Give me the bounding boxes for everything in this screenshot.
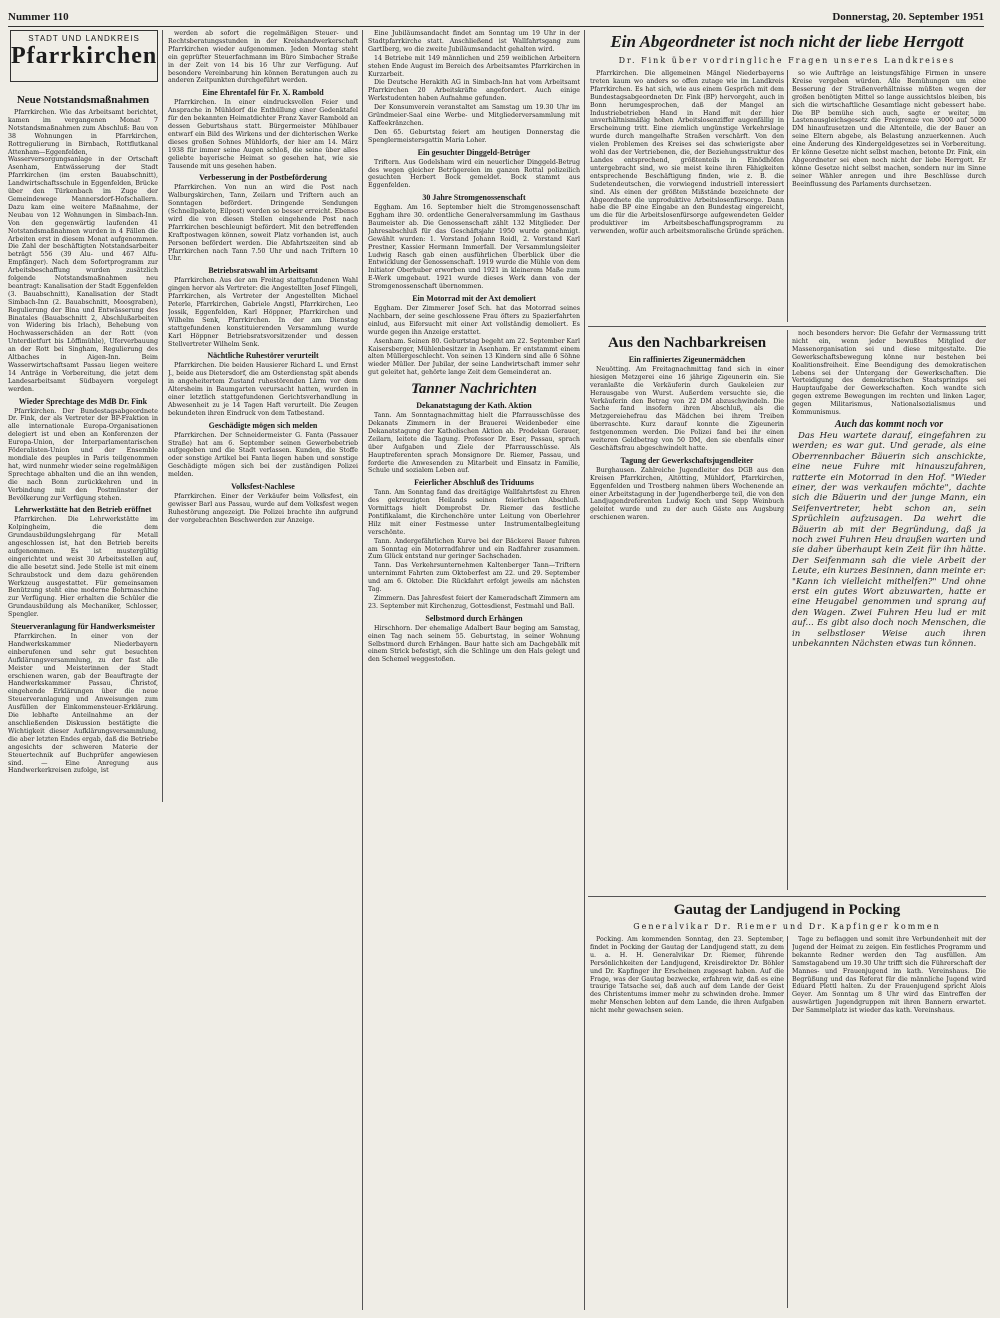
section-title-tann: Tanner Nachrichten	[411, 381, 537, 398]
headline-motorrad: Ein Motorrad mit der Axt demoliert	[412, 294, 536, 304]
column-1	[8, 90, 158, 802]
column-divider	[584, 30, 585, 1310]
article-text: Der Konsumverein veranstaltet am Samstag um 19.30 Uhr im Gründmeier-Saal eine Werbe- und Mitgliederversammlung mit Kaffeekränzchen.	[368, 104, 580, 127]
article-text: Asenham. Seinen 80. Geburtstag begeht am 22. September Karl Kaisersberger, Mühlenbesitzer in Asenham. Er entstammt einem alten Müllergeschlecht. Von seinen 13 Kindern sind alle 6 Söhne wieder Müller. Der Jubilar, der seine Landwirtschaft immer sehr gut geleitet hat, gehörte lange Zeit dem Gemeinderat an.	[368, 337, 580, 377]
headline-abgeordneter: Ein Abgeordneter ist noch nicht der liebe Herrgott	[610, 32, 964, 51]
column-divider	[787, 936, 788, 1308]
article-text: Tage zu beflaggen und somit ihre Verbundenheit mit der Jugend der Heimat zu zeigen. Ein festliches Programm und bekannte Redner werden den Tag ausfüllen. Am Samstagabend um 19.30 Uhr trifft sich die Führerschaft der Mannes- und Frauenjugend im kath. Vereinshaus. Die Begrüßung und das Referat für die männliche Jugend wird Eduard Plettl halten. Zu der Frauenjugend spricht Alois Geyer. Am Sonntag um 8 Uhr wird das Eintreffen der auswärtigen Jugendgruppen mit ihren Bannern erwartet. Der Sammelplatz ist wieder das kath. Vereinshaus.	[792, 936, 986, 1015]
headline-betriebsrat: Betriebsratswahl im Arbeitsamt	[208, 266, 318, 276]
column-divider	[362, 30, 363, 1310]
subheadline-gautag: Generalvikar Dr. Riemer und Dr. Kapfinger kommen	[633, 922, 941, 931]
section-title-nachbarkreise: Aus den Nachbarkreisen	[607, 335, 767, 351]
article-text-italic: Das Heu wartete darauf, eingefahren zu werden; es war gut. Und gerade, als eine Oberrennbacher Bäuerin sich anschickte, eine neue Fuhre mit hinauszufahren, ratterte ein Motorrad in den Hof. "Wieder einer, der was verkaufen möchte", dachte sich die Bäuerin und der junge Mann, ein Seifenvertreter, hebt schon an, sein Sprüchlein aufzusagen. Da wehrt die Bäuerin ab mit der Begründung, daß ja noch zwei Fuhren Heu draußen warten und sie daher überhaupt kein Zeit für ihn hätte. Der Seifenmann sah die viele Arbeit der Leute, ein kurzes Besinnen, dann meinte er: "Kann ich vielleicht mithelfen?" Und ohne erst ein gutes Wort abzuwarten, hatte er eine Heugabel genommen und sprang auf den Wagen. Zwei Fuhren Heu lud er mit auf... Es gibt also doch noch Menschen, die in selbstloser Weise auch ihren unbekannten Nächsten etwas tun können.	[792, 430, 986, 649]
column-divider	[162, 30, 163, 802]
article-text: noch besonders hervor: Die Gefahr der Vermassung tritt nicht ein, wenn jeder bewußtes Mitglied der Massenorganisation sei und diese mitgestalte. Die Gewerkschaftsbewegung könne nur bestehen bei Koalitionsfreiheit. Eine Beendigung des demokratischen Lebens sei der Untergang der Gewerkschaften. Die Verteidigung des demokratischen Staatsprinzips sei Hauptaufgabe der Gewerkschaften. Koch wandte sich gegen extreme Bewegungen im rechten und linken Lager, gegen Militarismus, Nationalsozialismus und Kommunismus.	[792, 330, 986, 417]
column-3	[368, 30, 580, 1310]
logo-title: Pfarrkirchen	[11, 43, 158, 69]
logo-subtitle: STADT UND LANDKREIS	[28, 34, 140, 43]
headline-zigeunermaedchen: Ein raffiniertes Zigeunermädchen	[628, 355, 746, 364]
headline-notstand: Neue Notstandsmaßnahmen	[16, 94, 150, 106]
article-text: Eggham. Der Zimmerer Josef Sch. hat das Motorrad seines Nachbarn, der seine geschlossene Frau öfters zu Spazierfahrten einlud, aus Eifersucht mit einer Axt vollständig demoliert. Es wurde gegen ihn Anzeige erstattet.	[368, 305, 580, 336]
subheadline-abgeordneter: Dr. Fink über vordringliche Fragen unseres Landkreises	[618, 56, 956, 65]
column-nachbarkreise	[590, 330, 784, 890]
headline-steuer: Steuerveranlagung für Handwerksmeister	[10, 622, 156, 632]
section-divider	[588, 326, 986, 327]
local-section-logo	[10, 30, 158, 82]
article-text: Die Deutsche Herakith AG in Simbach-Inn hat vom Arbeitsamt Pfarrkirchen 20 Arbeitskräfte angefordert. Auch einige Werkstudenten haben Aufnahme gefunden.	[368, 79, 580, 103]
article-text: Pfarrkirchen. In einer von der Handwerkskammer Niederbayern einberufenen und sehr gut besuchten Aufklärungsversammlung, zu der fast alle Meister und Meisterinnen der Stadt erschienen waren, gab der Beauftragte der Handwerkskammer Passau, Christof, eingehende Erklärungen über die neue Steuerveranlagung und Anweisungen zum Ausfüllen der Einkommensteuer-Erklärung. Die lebhafte Anteilnahme an der anschließenden Diskussion bestätigte die Wichtigkeit dieser Aufklärungsversammlung, die aber letzten Endes ergab, daß die Betriebe angesichts der schweren Materie der Steuertechnik auf Buchprüfer angewiesen sind. — Eine Anregung aus Handwerkerkreisen zufolge, ist	[8, 633, 158, 775]
headline-ehrentafel: Eine Ehrentafel für Fr. X. Rambold	[202, 88, 324, 98]
headline-geschaedigte: Geschädigte mögen sich melden	[208, 420, 318, 430]
article-text: Neuötting. Am Freitagnachmittag fand sich in einer hiesigen Metzgerei eine 16 jährige Zigeunerin ein. Sie veranlaßte die Verkäuferin durch Gaukeleien zur Herausgabe von Wurst. Außerdem versuchte sie, die Verkäuferin den Betrag von 22 DM abzuschwindeln. Die Sache fand insofern ihren Abschluß, als die Metzgereiehefrau das Mädchen bei ihrem Treiben überraschte. Kurz darauf konnte die Zigeunerin festgenommen werden. Die Polizei fand bei ihr einen weiteren Geldbetrag von 50 DM, den sie ebenfalls einer Geschäftsfrau abgeschwindelt hatte.	[590, 365, 784, 452]
article-text: Tann. Am Sonntag fand das dreitägige Wallfahrtsfest zu Ehren des gekreuzigten Heilands seinen feierlichen Abschluß. Vormittags hielt Domprobst Dr. Riemer das festliche Pontifikalamt, die Kirchenchöre unter Leitung von Oberlehrer Hilz mit einer Festmesse unter Instrumentalbegleitung verschönte.	[368, 489, 580, 536]
article-gautag-col-b	[792, 936, 986, 1308]
article-text: Pfarrkirchen. Von nun an wird die Post nach Walburgskirchen, Tann, Zeilarn und Triftern auch an Sonntagen befördert. Dringende Sendungen (Schnellpakete, Eilpost) werden so besser erreicht. Ebenso wird die von diesen Stellen eingehende Post nach Pfarrkirchen beschleunigt befördert. Mit den betreffenden Kraftpostwagen können, soweit Platz vorhanden ist, auch Personen befördert werden. Die Abfahrtszeiten sind ab Pfarrkirchen nach Tann 7.50 Uhr und nach Triftern 10 Uhr.	[168, 184, 358, 263]
article-text: Pfarrkirchen. Die allgemeinen Mängel Niederbayerns treten kaum wo anders so offen zutage wie im Landkreis Pfarrkirchen. Es hat sich, wie aus einem Gespräch mit dem Bundestagsabgeordneten Dr. Fink (BP) hervorgeht, auch in Bonn herumgesprochen, daß der Mangel an Industriebetrieben Hand in Hand mit der hier unverhältnismäßig hohen Arbeitslosenziffer augenfällig in Erscheinung tritt. Eine ziemlich ungünstige Verkehrslage wurde durch mangelhafte Straßen verschärft. Von den vielen Problemen des Kreises sei das schwierigste aber wohl das der Vertriebenen, die, der Beziehungsstruktur des Landes entsprechend, größtenteils in Einödhöfen untergebracht sind, wo sie meist keine ihren Fähigkeiten entsprechende Beschäftigung finden, wie z. B. die Sudetendeutschen, die vorwiegend industriell interessiert sind. Als einen der größten Mißstände bezeichnete der Abgeordnete die unproduktive Arbeitslosenfürsorge. Dann habe die BP eine Eingabe an den Bundestag eingereicht, um die für die Arbeitslosenfürsorge aufgewendeten Gelder produktiver im Arbeitsbeschaffungsprogramm zu verwenden, wofür auch arbeitsmoralische Gründe sprächen.	[590, 70, 784, 236]
article-text: Pfarrkirchen. Einer der Verkäufer beim Volksfest, ein gewisser Barl aus Passau, wurde auf dem Volksfest wegen Ruhestörung angezeigt. Die Polizei brachte ihn aufgrund der vorgebrachten Beschwerden zur Anzeige.	[168, 492, 358, 524]
headline-dekanat: Dekanatstagung der Kath. Aktion	[416, 401, 532, 411]
headline-stromgenossenschaft: 30 Jahre Stromgenossenschaft	[422, 193, 526, 203]
headline-gewerkschaft: Tagung der Gewerkschaftsjugendleiter	[620, 455, 754, 465]
headline-selbstmord: Selbstmord durch Erhängen	[425, 613, 523, 623]
column-gewerkschaft-cont	[792, 330, 986, 890]
headline-dinggeld: Ein gesuchter Dinggeld-Betrüger	[417, 147, 531, 157]
article-text: Tann. Das Verkehrsunternehmen Kaltenberger Tann—Triftern unternimmt Fahrten zum Oktoberfest am 22. und 29. September und am 6. Oktober. Die Rückfahrt erfolgt jeweils am nächsten Tag.	[368, 562, 580, 594]
article-text: Pocking. Am kommenden Sonntag, den 23. September, findet in Pocking der Gautag der Landjugend statt, zu dem u. a. H. H. Generalvikar Dr. Riemer, führende Persönlichkeiten der Landjugend, Kreisdirektor Dr. Böhler und Dr. Kapfinger ihr Erscheinen zugesagt haben. Auf die Frage, was der Gautag bezwecke, erfahren wir, daß es eine traurige Tatsache sei, daß auch auf dem Lande der Geist des Christentums immer mehr zu schwinden drohe. Immer mehr Menschen lebten auf dem Lande, die ihren Aufgaben nicht mehr gewachsen seien.	[590, 936, 784, 1015]
article-text: Eine Jubiläumsandacht findet am Sonntag um 19 Uhr in der Stadtpfarrkirche statt. Anschließend ist Wallfahrtsgang zum Gartlberg, wo die zweite Jubiläumsandacht gehalten wird.	[368, 30, 580, 53]
article-text: Pfarrkirchen. Die Lehrwerkstätte im Kolpingheim, die dem Grundausbildungslehrgang für Metall angeschlossen ist, hat den Betrieb bereits aufgenommen. Es ist mustergültig eingerichtet und weist 30 Arbeitsstellen auf, die alle besetzt sind. Jede Stelle ist mit einem Schraubstock und dem dazu gehörenden Werkzeug ausgestattet. Für gemeinsamen Benützung steht eine moderne Bohrmaschine zur Verfügung. Hier erhalten die Schüler die Grundausbildung als Mechaniker, Schlosser, Spengler.	[8, 516, 158, 619]
article-text: Triftern. Aus Godelsham wird ein neuerlicher Dinggeld-Betrug des wegen gleicher Betrügereien im ganzen Rottal polizeilich gesuchten Herbert Bock gemeldet. Bock stammt aus Eggenfelden.	[368, 158, 580, 190]
headline-lehrwerkstaette: Lehrwerkstätte hat den Betrieb eröffnet	[14, 505, 152, 515]
article-text: Tann. Andergefährlichen Kurve bei der Bäckerei Bauer fuhren am Sonntag ein Motorradfahrer und ein Radfahrer zusammen. Zum Glück entstand nur geringer Sachschaden.	[368, 537, 580, 561]
headline-gautag: Gautag der Landjugend in Pocking	[673, 902, 901, 918]
section-divider	[588, 896, 986, 897]
headline-auch-das: Auch das kommt noch vor	[834, 418, 944, 430]
article-text: Zimmern. Das Jahresfest feiert der Kameradschaft Zimmern am 23. September mit Kirchenzug, Gottesdienst, Festmahl und Ball.	[368, 595, 580, 610]
issue-number: Nummer 110	[8, 11, 69, 23]
article-abgeordneter-col-a	[590, 70, 784, 322]
article-text: Pfarrkirchen. Die beiden Hausierer Richard L. und Ernst J., beide aus Dietersdorf, die am Osterdienstag spät abends in angeheitertem Zustand ruhestörenden Lärm vor dem Altersheim in Baumgarten verursacht hatten, wurden in einer letztlich stattgefundenen Gerichtsverhandlung in Abwesenheit zu je 14 Tagen Haft verurteilt. Die Zeugen bekundeten ihren Eindruck von dem Tatbestand.	[168, 362, 358, 417]
article-text: so wie Aufträge an leistungsfähige Firmen in unsere Kreise vergeben würden. Alle Bemühungen um eine Besserung der Straßenverhältnisse müßten wegen der großen benötigten Mittel so lange aussichtslos bleiben, bis sich die wirtschaftliche Gesamtlage nicht gebessert habe. Die BP bemühe sich auch, sagte er weiter, im Lastenausgleichsgesetz die Freigrenze von 3000 auf 5000 DM hinaufzusetzen und die Altenteile, die der Bauer an seine Eltern abgebe, als Belastung anzuerkennen. Auch eine Änderung des Kindergeldgesetzes sei in Vorbereitung. Er könne Gesetze nicht selbst machen, betonte Dr. Fink, ein Abgeordneter sei eben noch nicht der liebe Herrgott. Er könne Gesetze nicht selbst machen, sondern nur im Sinne seiner Wähler anregen und ihre Beschlüsse durch Beeinflussung des Parlaments durchsetzen.	[792, 70, 986, 188]
headline-ruhestoerer: Nächtliche Ruhestörer verurteilt	[207, 351, 319, 361]
issue-date: Donnerstag, 20. September 1951	[832, 11, 984, 23]
headline-post: Verbesserung in der Postbeförderung	[199, 173, 327, 183]
article-gautag-col-a	[590, 936, 784, 1308]
column-divider	[787, 330, 788, 890]
page-header	[8, 8, 984, 27]
headline-sprechtage: Wieder Sprechtage des MdB Dr. Fink	[18, 396, 148, 406]
column-divider	[787, 70, 788, 322]
headline-triduum: Feierlicher Abschluß des Triduums	[414, 478, 534, 488]
article-text: Eggham. Am 16. September hielt die Stromgenossenschaft Eggham ihre 30. ordentliche Generalversammlung im Gasthaus Baumeister ab. Die Genossenschaft zählt 132 Mitglieder. Der Jahresabschluß für das Geschäftsjahr 1950 wurde genehmigt. Gewählt wurden: 1. Vorstand Johann Roidl, 2. Vorstand Karl Prestner, Kassier Hermann Immerfall. Der Versammlungsleiter Ludwig Rasch gab einen ausführlichen Überblick über die Entwicklung der Genossenschaft. 1919 wurde die Mühle von dem Initiator Oberhuber erworben und 1921 in kleinerem Maße zum E-Werk umgebaut. 1921 wurde dieses Werk dann von der Stromgenossenschaft übernommen.	[368, 204, 580, 291]
article-text: Pfarrkirchen. Der Bundestagsabgeordnete Dr. Fink, der als Vertreter der BP-Fraktion in alle internationale Europa-Organisationen delegiert ist und eben an Konferenzen der Europa-Union, der Interparlamentarischen Föderalisten-Union und der Ensemble mondiale des peuples in Paris teilgenommen hat, wird nunmehr wieder seine regelmäßigen Sprechtage abhalten und die an ihn wenden, die nach Bonn zurückkehren und in Verbindung mit den Postmünster der Bevölkerung zur Verfügung stehen.	[8, 407, 158, 502]
article-text: Pfarrkirchen. Wie das Arbeitsamt berichtet, kamen im vergangenen Monat 7 Notstandsmaßnahmen zum Abschluß: Bau von 38 Wohnungen in Pfarrkirchen, Rottregulierung in Birnbach, Rottflutkanal Attenham—Eggenfelden, Wasserversorgungsanlage in der Ortschaft Asenham, Entwässerung der Stadt Pfarrkirchen (im ersten Bauabschnitt), Landwirtschaftsschule in Eggenfelden, Brücke über den Türkenbach im Zuge der Gemeindewege Mannersdorf-Hofschallern. Dazu kam eine weitere Maßnahme, der Neubau von 12 Wohnungen in Simbach-Inn. Von den gegenwärtig laufenden 41 Notstandsmaßnahmen wurden in 4 Fällen die Arbeiten erst in diesem Monat aufgenommen. Die Zahl der beschäftigten Notstandsarbeiter beträgt 556 (39 Alu- und 467 Alfu-Empfänger). Nach dem Sofortprogramm zur Arbeitsbeschaffung wurden zusätzlich folgende Notstandsmaßnahmen neu beantragt: Kanalisation der Stadt Eggenfelden (3. Bauabschnitt), Kanalisation der Stadt Simbach-Inn (2. Bauabschnitt, Moosgraben), Regulierung der Bina und Entwässerung des Binatales (Bauabschnitt 2, Abschlußarbeiten von Widering bis Irlach), Behebung von Hochwasserschäden an der Rott (von Unterdietfurt bis Löffimühle), Uferverbauung an der Rott bei Singham, Regulierung des Altbaches in Aigen-Inn. Beim Wasserwirtschaftsamt Passau liegen weitere 14 Anträge in Vorbereitung, die jetzt dem Landesarbeitsamt Südbayern vorgelegt werden.	[8, 109, 158, 393]
article-text: Pfarrkirchen. Der Schneidermeister G. Fanta (Passauer Straße) hat am 6. September seinen Gewerbebetrieb aufgegeben und die Stadt verlassen. Kunden, die Stoffe oder sonstige Artikel bei Fanta liegen haben und sonstige Geschädigte mögen sich bei der zuständigen Polizei melden.	[168, 431, 358, 479]
article-text: Den 65. Geburtstag feiert am heutigen Donnerstag die Spenglermeistersgattin Maria Loher.	[368, 128, 580, 144]
article-text: Pfarrkirchen. Aus der am Freitag stattgefundenen Wahl gingen hervor als Vertreter: die Angestellten Josef Flingeli, Pfarrkirchen, als Vertreter der Angestellten Michael Peterle, Pfarrkirchen, Gabriele Angstl, Pfarrkirchen, Leo Jossik, Eggenfelden, Karl Höppner, Pfarrkirchen und Wilhelm Senk, Pfarrkirchen. In der am Dienstag stattgefundenen konstituierenden Versammlung wurde Karl Höppner Betriebsratsvorsitzender und dessen Stellvertreter Wilhelm Senk.	[168, 277, 358, 348]
column-2	[168, 30, 358, 802]
article-text: werden ab sofort die regelmäßigen Steuer- und Rechtsberatungsstunden in der Kreishandwerkerschaft Pfarrkirchen wieder aufgenommen. Jeden Montag steht ein geprüfter Steuerfachmann im Büro Simbacher Straße in der Zeit von 14 bis 16 Uhr zur Verfügung. Auf besondere Vereinbarung hin können Beratungen auch zu anderen Zeitpunkten durchgeführt werden.	[168, 30, 358, 85]
headline-volksfest: Volksfest-Nachlese	[231, 482, 295, 492]
article-abgeordneter-col-b	[792, 70, 986, 322]
article-text: Hirschhorn. Der ehemalige Adalbert Baur beging am Samstag, einen Tag nach seinem 55. Geburtstag, in seiner Wohnung Selbstmord durch Erhängen. Baur hatte sich am Dachgebälk mit einem Strick befestigt, sich die Schlinge um den Hals gelegt und den Schemel weggestoßen.	[368, 624, 580, 664]
article-text: Tann. Am Sonntagnachmittag hielt die Pfarrausschüsse des Dekanats Zimmern in der Brauerei Weidenbeder eine Dekanatstagung der Katholischen Aktion ab. Prodekan Gerauer, Zeilarn, leitete die Tagung. Professor Dr. Eser, Passau, sprach über Aufgaben und Ziele der Pfarrausschüsse. Als Hauptreferenten sprach Monsignore Dr. Riemer, Passau, und forderte die Anwesenden zu Mitarbeit und Einsatz in Familie, Schule und sozialem Leben auf.	[368, 412, 580, 475]
article-text: Burghausen. Zahlreiche Jugendleiter des DGB aus den Kreisen Pfarrkirchen, Altötting, Mühldorf, Pfarrkirchen, Eggenfelden und Trostberg nahmen übers Wochenende an einer Arbeitstagung in der Jugendherberge teil, die von den Landjugendreferenten Ludwig Koch und Sepp Weinbuch geleitet wurde und zu der auch Gäste aus Augsburg erschienen waren.	[590, 466, 784, 522]
article-text: 14 Betriebe mit 149 männlichen und 259 weiblichen Arbeitern stehen Ende August im Bereich des Arbeitsamtes Pfarrkirchen in Kurzarbeit.	[368, 54, 580, 78]
article-text: Pfarrkirchen. In einer eindrucksvollen Feier und Ansprache in Mühldorf die Enthüllung einer Gedenktafel für den bekannten Heimatdichter Franz Xaver Rambold an dessen Geburtshaus statt. Bürgermeister Mühlbauer entwarf ein Bild des Wirkens und der dichterischen Werke dieses großen Sohnes Mühldorfs, der hier am 14. März 1938 für immer seine Augen schloß, die seine über alles geliebte bayerische Heimat so gesehen hat, wie sie Tausende mit uns gesehen haben.	[168, 99, 358, 170]
